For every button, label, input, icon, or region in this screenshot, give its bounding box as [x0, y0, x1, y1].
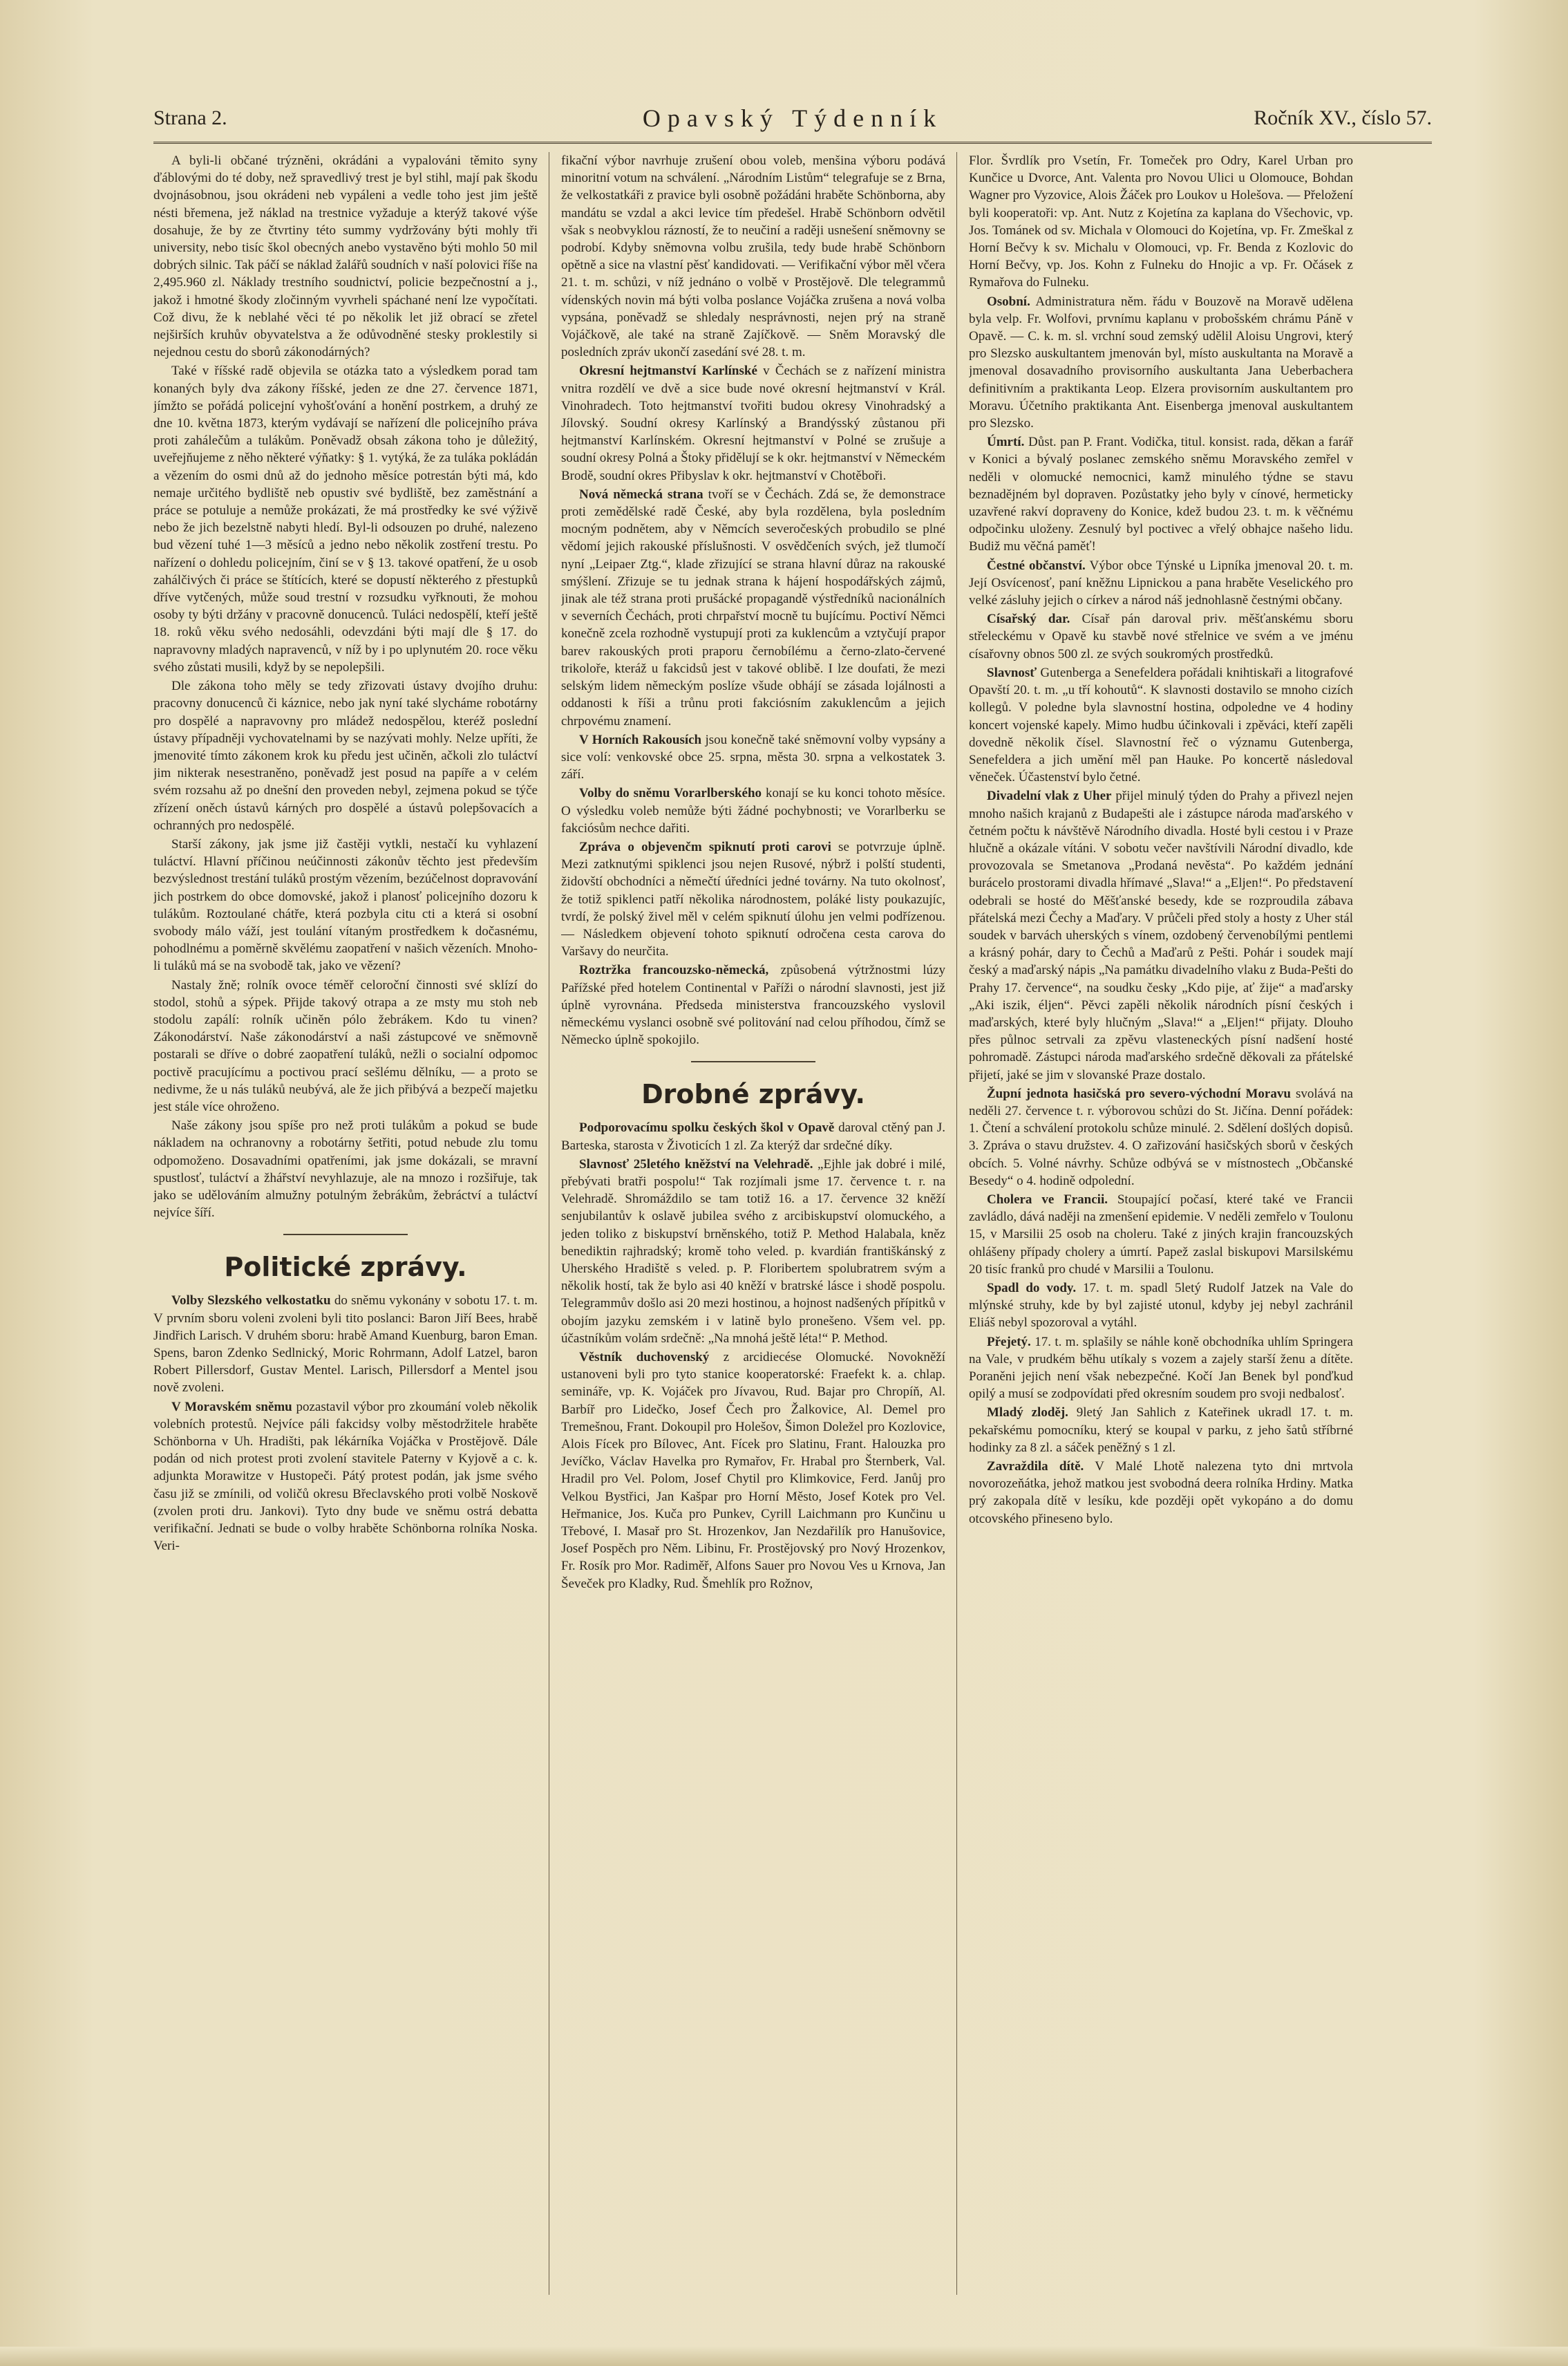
news-item-heading: Nová německá strana [579, 487, 703, 502]
news-item-heading: Mladý zloděj. [987, 1405, 1068, 1420]
news-item-text: V Malé Lhotě nalezena tyto dni mrtvola novorozeňátka, jehož matkou jest svobodná deera rolníka Hrdiny. Matka prý zakopala dítě v lesíku, kde později opět vykopáno a do domu otcovského přineseno bylo. [969, 1459, 1353, 1526]
news-item [561, 731, 945, 784]
news-item-heading: Osobní. [987, 294, 1030, 309]
news-item-text: Výbor obce Týnské u Lipníka jmenoval 20. t. m. Její Osvícenosť, paní kněžnu Lipnickou a pana hraběte Veselického pro velké zásluhy jejich o církev a národ náš jednohlasně čestnými občany. [969, 558, 1353, 608]
news-item [561, 961, 945, 1049]
news-item [561, 486, 945, 730]
news-item [969, 557, 1353, 610]
news-item-heading: Slavnosť [987, 665, 1037, 680]
column-3 [969, 152, 1353, 2302]
article-paragraph: A byli-li občané trýzněni, okrádáni a vypalováni těmito syny ďáblovými do té doby, než spravedlivý trest je byl stihl, mají pak škodu dvojnásobnou, jsou okrádeni neb vypáleni a vedle toho jest jim ještě nésti břemena, jež náklad na trestnice vyžaduje a kterýž takové výše dosahuje, že by ze čtvrtiny této summy vydržovány býti mohly tři university, nebo tisíc škol obecných anebo vystavěno býti mohlo 50 mil dobrých silnic. Tak páčí se náklad žalářů soudních v naší polovici říše na 2,495.960 zl. Náklady trestního soudnictví, policie bezpečnostní a j., jakož i hmotné škody zločinným vyvrheli spáchané není lze vypočítati. Což divu, že k neblahé věci té po několik let již obrací se zřetel nejširších kruhův obyvatelstva a že odůvodněné stesky proklestily si nejednou cestu do sborů zákonodárných? [153, 153, 538, 360]
news-item [153, 1292, 538, 1396]
header-rule [153, 142, 1432, 144]
news-item-text: Stoupající počasí, které také ve Francii zavládlo, dává naději na zmenšení epidemie. V neděli zemřelo v Toulonu 15, v Marsilii 25 osob na choleru. Také z jiných krajin francouzských ohlášeny případy cholery a úmrtí. Papež zaslal biskupovi Marsilskému 20 tisíc franků pro chudé v Marsilii a Toulonu. [969, 1192, 1353, 1277]
news-item-heading: Čestné občanství. [987, 558, 1086, 573]
news-item-heading: Župní jednota hasičská pro severo-východní Moravu [987, 1086, 1291, 1101]
news-item-text: 17. t. m. spadl 5letý Rudolf Jatzek na Vale do mlýnské struhy, kde by byl zajisté utonul, kdyby jej nebyl zachránil Eliáš nebyl spozoroval a vytáhl. [969, 1281, 1353, 1331]
news-item [969, 664, 1353, 786]
column-1 [153, 152, 538, 2302]
news-item-heading: Císařský dar. [987, 612, 1070, 627]
news-item-text: konají se ku konci tohoto měsíce. O výsledku voleb nemůže býti žádné pochybnosti; ve Vorarlberku se fakciósům nechce dařiti. [561, 786, 945, 836]
news-item-text: „Ejhle jak dobré i milé, přebývati bratři pospolu!“ Tak rozjímali jsme 17. července t. r. na Velehradě. Shromáždilo se tam totiž 16. a 17. července 32 kněží senjubilantův k oslavě jubilea svého z arcibiskupství olomuckého, a jeden toliko z biskupství brněnského, totiž P. Method Halabala, kněz benediktin rajhradský; kromě toho veled. p. kvardián františkánský z Uherského Hradiště s veled. p. P. Floribertem spolubratrem svým a několik hostí, tak že bylo asi 40 kněží v bratrské lásce i shodě pospolu. Telegrammův došlo asi 20 mezi hostinou, a hojnost nadšených přípitků v obojím jazyku zemském i v latině bylo pronešeno. Všem vel. pp. účastníkům volám srdečně: „Na mnohá ještě léta!“ P. Method. [561, 1156, 945, 1346]
news-item-text: 9letý Jan Sahlich z Kateřinek ukradl 17. t. m. pekařskému pomocníku, který se koupal v parku, z jeho šatů stříbrné hodinky za 8 zl. a sáček peněžný s 1 zl. [969, 1405, 1353, 1455]
news-item [969, 1085, 1353, 1190]
news-item-heading: Úmrtí. [987, 435, 1025, 450]
column-2 [561, 152, 945, 2302]
article-paragraph: Dle zákona toho měly se tedy zřizovati ústavy dvojího druhu: pracovny donucenců či káznice, nebo jak nyní také slycháme robotárny pro dospělé a napravovny pro mládež nedospělou, kteréž poslední ústavy případněji vychovatelnami by se nazývati mohly. Nelze upříti, že jmenovité tímto zákonem krok ku předu jest učiněn, ačkoli zlo tuláctví jim nikterak nesestraněno, poněvadž jest posud na papíře a v celém svém rozsahu až po dnešní den proveden nebyl, zejmena pokud se týče zřízení oněch ústavů kárných pro dospělé a ústavů polepšovacích a ochranných pro nedospělé. [153, 679, 538, 833]
news-item-text: způsobená výtržnostmi lúzy Pařížské před hotelem Continental v Paříži o národní slavnosti, jest již úplně vyrovnána. Předseda ministerstva francouzského vyslovil německému vyslanci osobně své politování nad celou příhodou, čímž se Německo úplně spokojilo. [561, 963, 945, 1048]
news-item [969, 293, 1353, 433]
news-item [561, 1119, 945, 1154]
news-item-text: 17. t. m. splašily se náhle koně obchodníka uhlím Springera na Vale, v prudkém běhu utíkaly s vozem a zajely starší ženu a dítěte. Poraněni jejich není však nebezpečné. Kočí Jan Benek byl ponďkud opilý a musí se zodpovídati před okresním soudem pro svoji nedbalosť. [969, 1334, 1353, 1402]
news-item-heading: Okresní hejtmanství Karlínské [579, 364, 757, 379]
news-item-heading: Spadl do vody. [987, 1281, 1077, 1295]
news-item [561, 362, 945, 484]
news-item [969, 1458, 1353, 1528]
news-item-text: pozastavil výbor pro zkoumání voleb několik volebních protestů. Nejvíce páli fakcidsy volby městodržitele hraběte Schönborna v Uh. Hradišti, pak lékárníka Vojáčka v Prostějově. Dále podán od nich protest proti zvolení stavitele Paterny v Kyjově a c. k. adjunkta Morawitze v Hustopeči. Pátý protest podán, jak jsme svého času již se zmínili, od voličů okresu Břeclavského proti volbě Noskově (zvolen proti dru. Jankovi). Tyto dny bude ve sněmu ostrá debatta verifikační. Jednati se bude o volby hraběte Schönborna rolníka Noska. Veri- [153, 1399, 538, 1554]
news-item [153, 1398, 538, 1555]
news-item [561, 785, 945, 837]
news-item-text: Gutenberga a Senefeldera pořádali knihtiskaři a litografové Opavští 20. t. m. „u tří kohoutů“. K slavnosti dostavilo se mnoho cizích kollegů. V poledne byla slavnostní hostina, odpoledne ve 4 hodiny koncert vojenské kapely. Mimo hudbu účinkovali i zpěváci, kteří zapěli dovedně několik čísel. Slavnostní řeč o významu Gutenberga, Senefeldera a jich umění měl pan Hauke. Po koncertě následoval věneček. Účastenství bylo četné. [969, 665, 1353, 785]
page-header [153, 101, 1432, 142]
news-item-heading: Slavnosť 25letého kněžství na Velehradě. [579, 1156, 813, 1172]
news-item [969, 1191, 1353, 1278]
news-item-heading: Roztržka francouzsko-německá, [579, 963, 769, 978]
volume-issue: Ročník XV., číslo 57. [1254, 106, 1432, 129]
news-item-text: Císař pán daroval priv. měšťanskému sboru střeleckému v Opavě ku stavbě nové střelnice ve svém a ve jménu císařovny obnos 500 zl. ze svých soukromých prostředků. [969, 612, 1353, 661]
section-heading-political: Politické zprávy. [224, 1252, 467, 1283]
news-item [969, 1279, 1353, 1332]
news-item [969, 787, 1353, 1083]
news-item-heading: Volby Slezského velkostatku [171, 1293, 331, 1308]
section-divider [283, 1234, 408, 1235]
article-paragraph: fikační výbor navrhuje zrušení obou voleb, menšina výboru podává minoritní votum na schválení. „Národním Listům“ telegrafuje se z Brna, že velkostatkáři z pravice byli osobně požádáni hraběte Schönborna, aby mandátu se vzdal a akci levice tím předešel. Hrabě Schönborn odvětil však s neobvyklou rázností, že to neučiní a raději usnešení sněmovny se podrobí. Kdyby sněmovna volbu zrušila, tedy bude hrabě Schönborn opětně a sice na vlastní pěsť kandidovati. — Verifikační výbor měl včera 21. t. m. schůzi, v níž jednáno o volbě v Prostějově. Dle telegrammů vídenských novin má býti volba poslance Vojáčka zrušena a nová volba vypsána, poněvadž se shledaly nesprávnosti, nejen prý na straně Vojáčkově, ale také na straně Zajíčkově. — Sněm Moravský dle posledních zpráv ukončí zasedání své 28. t. m. [561, 153, 945, 360]
news-item-text: Administratura něm. řádu v Bouzově na Moravě udělena byla velp. Fr. Wolfovi, prvnímu kaplanu v probošském chrámu Páně v Opavě. — C. k. m. sl. vrchní soud zemský udělil Aloisu Ungrovi, který pro Slezsko auskultantem jmenován byl, místo auskultanta na Moravě a jmenoval dosavadního provisorního auskultanta Jana Ueberbachera definitivním a praktikanta Leop. Elzera provisorním auskultantem pro Moravu. Účetního praktikanta Ant. Eisenberga jmenoval auskultantem pro Slezsko. [969, 294, 1353, 431]
news-item-text: z arcidiecése Olomucké. Novokněží ustanoveni byli pro tyto stanice kooperatorské: Fraefekt k. a. chlap. semináře, vp. K. Vojáček pro Jívavou, Rud. Bajar pro Chropíň, Al. Barbíř pro Lidečko, Josef Čech pro Žalkovice, Al. Demel pro Tremešnou, Frant. Dokoupil pro Holešov, Šimon Doležel pro Kozlovice, Alois Fícek pro Bílovec, Ant. Fícek pro Slatinu, Frant. Halouzka pro Jevíčko, Václav Havelka pro Rymařov, Fr. Hrabal pro Šternberk, Val. Hradil pro Vel. Polom, Josef Chytil pro Klimkovice, Ferd. Janůj pro Velkou Bystřici, Jan Kašpar pro Horní Město, Josef Kotek pro Vel. Heřmanice, Jos. Kuča pro Punkev, Cyrill Laichmann pro Kunčinu u Třebové, I. Masař pro St. Hrozenkov, Jan Nezdařilík pro Hanušovice, Josef Pospěch pro Něm. Libinu, Fr. Prostějovský pro Nový Hrozenkov, Fr. Rosík pro Mor. Radiměř, Alfons Sauer pro Novou Ves u Krnova, Jan Ševeček pro Kladky, Rud. Šmehlík pro Rožnov, [561, 1350, 945, 1591]
news-item-text: Důst. pan P. Frant. Vodička, titul. konsist. rada, děkan a farář v Konici a bývalý poslanec zemského sněmu Moravského zemřel v neděli v olomucké nemocnici, kamž minulého týdne se stavu beznadějném byl dopraven. Pozůstatky jeho byly v cínové, hermeticky uzavřené rakví dopraveny do Konice, kdež budou 23. t. m. k věčnému odpočinku uloženy. Zesnulý byl poctivec a vřelý obhajce našeho lidu. Budiž mu věčná paměť! [969, 435, 1353, 554]
news-item-heading: V Moravském sněmu [171, 1399, 292, 1414]
news-item-text: v Čechách se z nařízení ministra vnitra rozdělí ve dvě a sice bude nové okresní hejtmanství v Král. Vinohradech. Toto hejtmanství tvořiti budou okresy Vinohradský a Jílovský. Soudní okresy Karlínský a Brandýsský zůstanou při hejtmanství Karlínském. Okresní hejtmanství v Polné se zrušuje a soudní okresy Polná a Štoky přidělují se k okr. hejtmanství v Německém Brodě, soudní okres Přibyslav k okr. hejtmanství v Chotěboři. [561, 364, 945, 483]
page-number: Strana 2. [153, 106, 227, 129]
newspaper-title: Opavský Týdenník [642, 104, 943, 132]
news-item-heading: Cholera ve Francii. [987, 1192, 1108, 1207]
news-item-text: jsou konečně také sněmovní volby vypsány a sice volí: venkovské obce 25. srpna, města 30. srpna a velkostatek 3. září. [561, 732, 945, 782]
news-item-heading: V Horních Rakousích [579, 732, 702, 747]
article-paragraph: Starší zákony, jak jsme již častěji vytkli, nestačí ku vyhlazení tuláctví. Hlavní příčinou neúčinnosti zákonův těchto jest především bezvýslednost trestání tuláků prostým vězením, bezúčelnost dopravování jich postrkem do obce domovské, jakož i planosť policejního dozoru k tulákům. Roztoulané chátře, která pozbyla citu cti a která si osobní svobody málo váží, jest toulání vítaným prostředkem k dočasnému, pohodlnému a poměrně skvělému zaopatření v našich vězeních. Mnoho-li tuláků má se na svobodě tak, jako ve vězení? [153, 836, 538, 974]
news-item-text: svolává na neděli 27. července t. r. výborovou schůzi do St. Jičína. Denní pořádek: 1. Čtení a schválení protokolu schůze minulé. 2. Sdělení došlých dopisů. 3. Zpráva o stavu družstev. 4. O zařizování hasičských sborů v českých obcích. 5. Volné návrhy. Schůze odbývá se v místnostech „Občanské Besedy“ o 4. hodině odpolední. [969, 1086, 1353, 1188]
page-edge [0, 2347, 1568, 2366]
section-heading-short-news: Drobné zprávy. [641, 1079, 865, 1110]
article-paragraph: Flor. Švrdlík pro Vsetín, Fr. Tomeček pro Odry, Karel Urban pro Kunčice u Dvorce, Ant. Valenta pro Novou Ulici u Olomouce, Bohdan Wagner pro Vyzovice, Alois Žáček pro Loukov u Holešova. — Přeložení byli kooperatoři: vp. Ant. Nutz z Kojetína za kaplana do Všechovic, vp. Jos. Tománek od sv. Michala v Olomouci do Kojetína, vp. Fr. Zmeškal z Horní Bečvy k sv. Michalu v Olomouci, vp. Fr. Benda z Kozlovic do Horní Bečvy, vp. Jos. Kohn z Fulneku do Hnojic a vp. Fr. Očásek z Rymařova do Fulneku. [969, 153, 1353, 290]
news-item [969, 1333, 1353, 1403]
article-paragraph: Naše zákony jsou spíše pro než proti tulákům a pokud se bude nákladem na ochranovny a robotárny šetřiti, potud nebude zlu tomu odpomoženo. Dosavadními opatřeními, jak jsme dokázali, se mravní spustlosť, tuláctví a žhářství nevyhlazuje, ale na mnozo i rozšiřuje, tak jako se udělováním almužny potulným žebrákům, žebráctví a tuláctví nejvíce šíří. [153, 1118, 538, 1221]
news-item-heading: Zavraždila dítě. [987, 1459, 1084, 1474]
news-item-heading: Divadelní vlak z Uher [987, 789, 1112, 804]
news-item-text: tvoří se v Čechách. Zdá se, že demonstrace proti zemědělské radě České, aby byla rozdělena, byla posledním mocným podnětem, aby v Němcích severočeských probudilo se plné vědomí jejich rakouské příslušnosti. V osvědčeních svých, jež tlumočí nyní „Leipaer Ztg.“, klade zřizující se strana hlavní důraz na rakouské smýšlení. Zřizuje se tu jednak strana k hájení hospodářských zájmů, jinak ale též strana proti prušácké propagandě výstředníků nacionálních v severních Čechách, proti chrpařství mocně tu bujícímu. Poctiví Němci konečně zcela rozhodně vystupují proti za kuklencům a vztyčují prapor barev rakouských proti praporu černobílému a černo-zlato-červené trikoloře, kteráž u fakcidsů jest v takové oblibě. I lze doufati, že mezi selským lidem německým poslíze všude obhájí se zásada lojálnosti a oddanosti k říši a trůnu proti fakciósním zakuklencům a jejich chrpovému znamení. [561, 487, 945, 729]
article-paragraph: Nastaly žně; rolník ovoce téměř celoroční činnosti své sklízí do stodol, stohů a sýpek. Přijde takový otrapa a ze msty mu stoh neb stodolu zapálí: rolník učiněn pólo žebrákem. Kdo tu vinen? Zákonodárství. Naše zákonodárství a naši zástupcové ve sněmovně postarali se dříve o dobré zaopatření tuláků, nežli o socialní odpomoc poctivě pracujícímu a poctivou prací sešlému dělníku, — a proto se nedivme, že u nás tuláků neubývá, ale že jich přibývá a bezpečí majetku jest stále více ohroženo. [153, 977, 538, 1114]
news-item [561, 1349, 945, 1593]
news-item [969, 610, 1353, 663]
news-item-heading: Věstník duchovenský [579, 1350, 710, 1364]
news-item-text: se potvrzuje úplně. Mezi zatknutými spiklenci jsou nejen Rusové, nýbrž i polští studenti, židovští obchodníci a němečtí úředníci jedné továrny. Na tuto okolnosť, že totiž spiklenci patří několika národnostem, poláké listy poukazujíc, tvrdí, že polský živel měl v celém spiknutí úlohu jen velmi podřízenou. — Následkem objevení tohoto spiknutí odročena cesta carova do Varšavy do neurčita. [561, 839, 945, 959]
news-item-text: daroval ctěný pan J. Barteska, starosta v Životicích 1 zl. Za kterýž dar srdečné díky. [561, 1120, 945, 1153]
news-item-heading: Volby do sněmu Vorarlberského [579, 786, 762, 801]
news-item-heading: Přejetý. [987, 1334, 1031, 1349]
news-item [969, 433, 1353, 555]
news-item [969, 1404, 1353, 1456]
news-item-heading: Zpráva o objevenčm spiknutí proti carovi [579, 839, 831, 854]
news-item [561, 838, 945, 960]
news-item [561, 1156, 945, 1347]
column-divider [956, 152, 957, 2295]
section-divider [691, 1061, 815, 1062]
news-item-heading: Podporovacímu spolku českých škol v Opavě [579, 1120, 835, 1136]
news-item-text: přijel minulý týden do Prahy a přivezl nejen mnoho našich krajanů z Budapešti ale i zástupce národa maďarského v četném počtu k návštěvě Národního divadla. Hosté byli cestou i v Praze hlučně a okázale vítáni. V sobotu večer navštívili Národní divadlo, kde provozovala se Smetanova „Prodaná nevěsta“. Po každém jednání burácelo prostorami divadla hřímavé „Slava!“ a „Eljen!“. Po představení odebrali se hosté do Měšťanské besedy, kde se rozproudila zábava přátelská mezi Čechy a Maďary. V průčeli před stoly a hosty z Uher stál soudek v barvách uherských s vínem, ozdobený červenobílými pentlemi a krásný pohár, dary to Čechů a Maďarů z Pešti. Pohár i soudek mají český a maďarský nápis „Na památku divadelního vlaku z Buda-Pešti do Prahy 17. července“, na soudku česky „Kdo pije, ať žije“ a maďarsky „Aki iszik, éljen“. Pěvci zapěli několik národních písní českých i maďarských, které byly hlučným „Slava!“ a „Eljen!“ přijaty. Dlouho přes půlnoc setrvali za zpěvu vlasteneckých písní nadšení hosté pohromadě. Zástupci národa maďarského srdečně děkovali za přátelské přijetí, jaké se jim v slovanské Praze dostalo. [969, 789, 1353, 1082]
news-item-text: do sněmu vykonány v sobotu 17. t. m. V prvním sboru voleni zvoleni byli tito poslanci: Baron Jiří Bees, hrabě Jindřich Larisch. V druhém sboru: hrabě Amand Kuenburg, baron Eman. Spens, baron Zdenko Sedlnický, Moric Rohrmann, Adolf Latzel, baron Robert Pillersdorf, Gustav Mentel. Larisch, Pillersdorf a Mentel jsou nově zvoleni. [153, 1293, 538, 1396]
article-paragraph: Také v říšské radě objevila se otázka tato a výsledkem porad tam konaných byly dva zákony říšské, jeden ze dne 27. července 1871, jímžto se pořádá policejní vyhošťování a honění postrkem, a druhý ze dne 10. května 1873, kterým vydávají se nařízení dle policejního práva proti zahálečům a tulákům. Poněvadž obsah zákona toho je důležitý, uveřejňujeme z něho některé výňatky: § 1. vytýká, že za tuláka pokládán a vězením do osmi dnů až do jednoho měsíce potrestán býti má, kdo nemaje určitého bydliště neb opustiv své bydliště, bez zaměstnání a práce se potuluje a nemůže prokázati, že má prostředky ke své výživě nebo že jich bezelstně nabyti hledí. Byl-li odsouzen po druhé, nalezeno bud vězení tuhé 1—3 měsíců a jedno nebo několik zostření trestu. Po nařízení o dohledu policejním, činí se v § 13. takové opatření, že u osob zahálčivých či práce se štítících, které se dopustí některého z přestupků dříve vytčených, může soud trestní v rozsudku vyřknouti, že mohou osoby ty býti držány v pracovně donucenců. Tuláci nedospělí, kteří ještě 18. roků věku svého nedosáhli, odevzdáni býti mají dle § 17. do napravovny mladých napravenců, v níž by i po uplynutém 20. roce věku svého zůstati musili, když by se nepolepšili. [153, 364, 538, 675]
